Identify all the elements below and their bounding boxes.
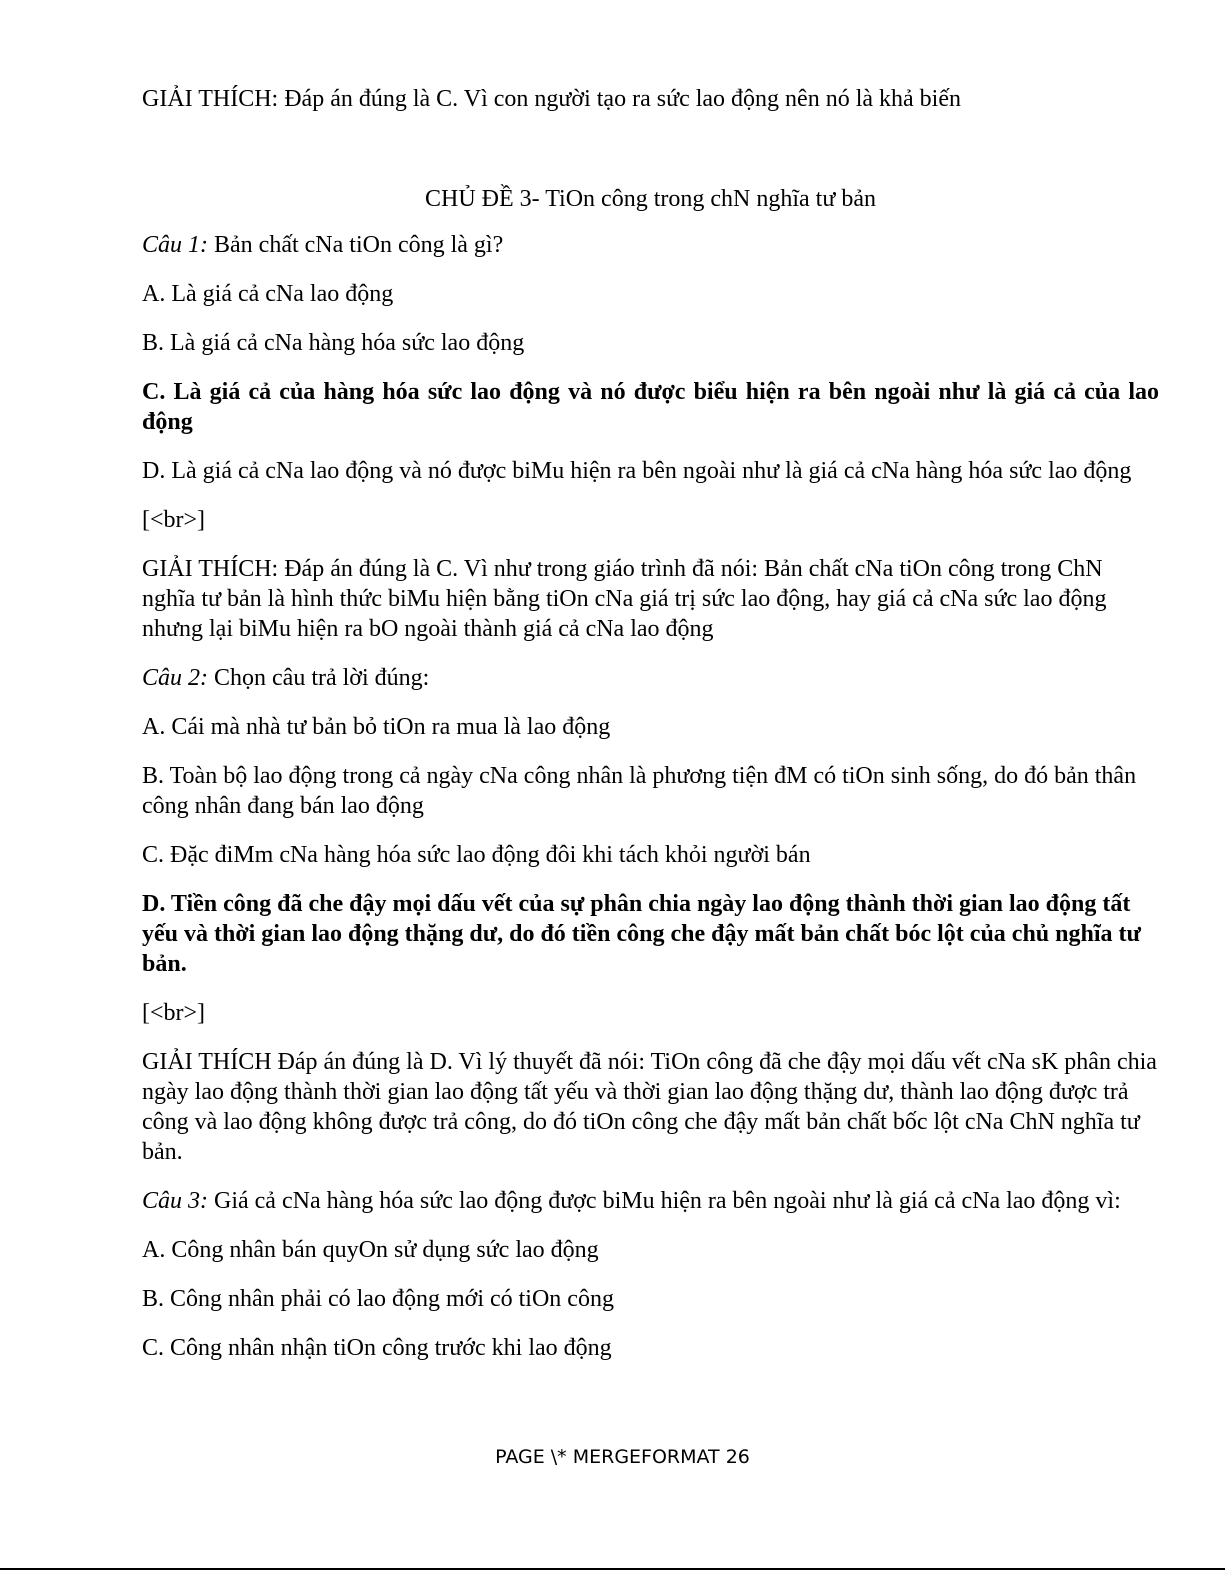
question-label: Câu 1: [142,232,208,258]
option-b: B. Công nhân phải có lao động mới có tiOn công [142,1286,614,1312]
question-text: Bản chất cNa tiOn công là gì? [208,232,504,258]
separator: [<br>] [142,1000,206,1026]
question-1 [142,230,1159,260]
option-b: B. Toàn bộ lao động trong cả ngày cNa công nhân là phương tiện đM có tiOn sinh sống, do đó bản thân công nhân đang bán lao động [142,763,1137,819]
explanation: GIẢI THÍCH: Đáp án đúng là C. Vì như trong giáo trình đã nói: Bản chất cNa tiOn công trong ChN nghĩa tư bản là hình thức biMu hiện bằng tiOn cNa giá trị sức lao động, hay giá cả cNa sức lao động nhưng lại biMu hiện ra bO ngoài thành giá cả cNa lao động [142,556,1107,642]
question-label: Câu 2: [142,665,208,691]
option-c: C. Đặc điMm cNa hàng hóa sức lao động đôi khi tách khỏi người bán [142,842,811,868]
option-a: A. Cái mà nhà tư bản bỏ tiOn ra mua là lao động [142,714,611,740]
bottom-rule [0,1568,1225,1570]
separator: [<br>] [142,507,206,533]
option-a: A. Công nhân bán quyOn sử dụng sức lao động [142,1237,599,1263]
question-3 [142,1186,1159,1216]
explanation: GIẢI THÍCH Đáp án đúng là D. Vì lý thuyết đã nói: TiOn công đã che đậy mọi dấu vết cNa sK phân chia ngày lao động thành thời gian lao động tất yếu và thời gian lao động thặng dư, thành lao động được trả công và lao động không được trả công, do đó tiOn công che đậy mất bản chất bốc lột cNa ChN nghĩa tư bản. [142,1049,1157,1165]
document-body [142,84,1159,1382]
question-2 [142,663,1159,693]
intro-explanation: GIẢI THÍCH: Đáp án đúng là C. Vì con người tạo ra sức lao động nên nó là khả biến [142,86,961,112]
option-c: C. Công nhân nhận tiOn công trước khi lao động [142,1335,612,1361]
option-a: A. Là giá cả cNa lao động [142,281,394,307]
option-c-correct: C. Là giá cả của hàng hóa sức lao động và nó được biểu hiện ra bên ngoài như là giá cả của lao động [142,379,1159,435]
option-d-correct: D. Tiền công đã che đậy mọi dấu vết của sự phân chia ngày lao động thành thời gian lao động tất yếu và thời gian lao động thặng dư, do đó tiền công che đậy mất bản chất bóc lột của chủ nghĩa tư bản. [142,891,1141,977]
option-d: D. Là giá cả cNa lao động và nó được biMu hiện ra bên ngoài như là giá cả cNa hàng hóa sức lao động [142,458,1132,484]
question-text: Giá cả cNa hàng hóa sức lao động được biMu hiện ra bên ngoài như là giá cả cNa lao động vì: [208,1188,1121,1214]
question-text: Chọn câu trả lời đúng: [208,665,430,691]
option-b: B. Là giá cả cNa hàng hóa sức lao động [142,330,525,356]
page-footer: PAGE \* MERGEFORMAT 26 [495,1446,750,1468]
question-label: Câu 3: [142,1188,208,1214]
topic-heading: CHỦ ĐỀ 3- TiOn công trong chN nghĩa tư bản [425,186,876,212]
